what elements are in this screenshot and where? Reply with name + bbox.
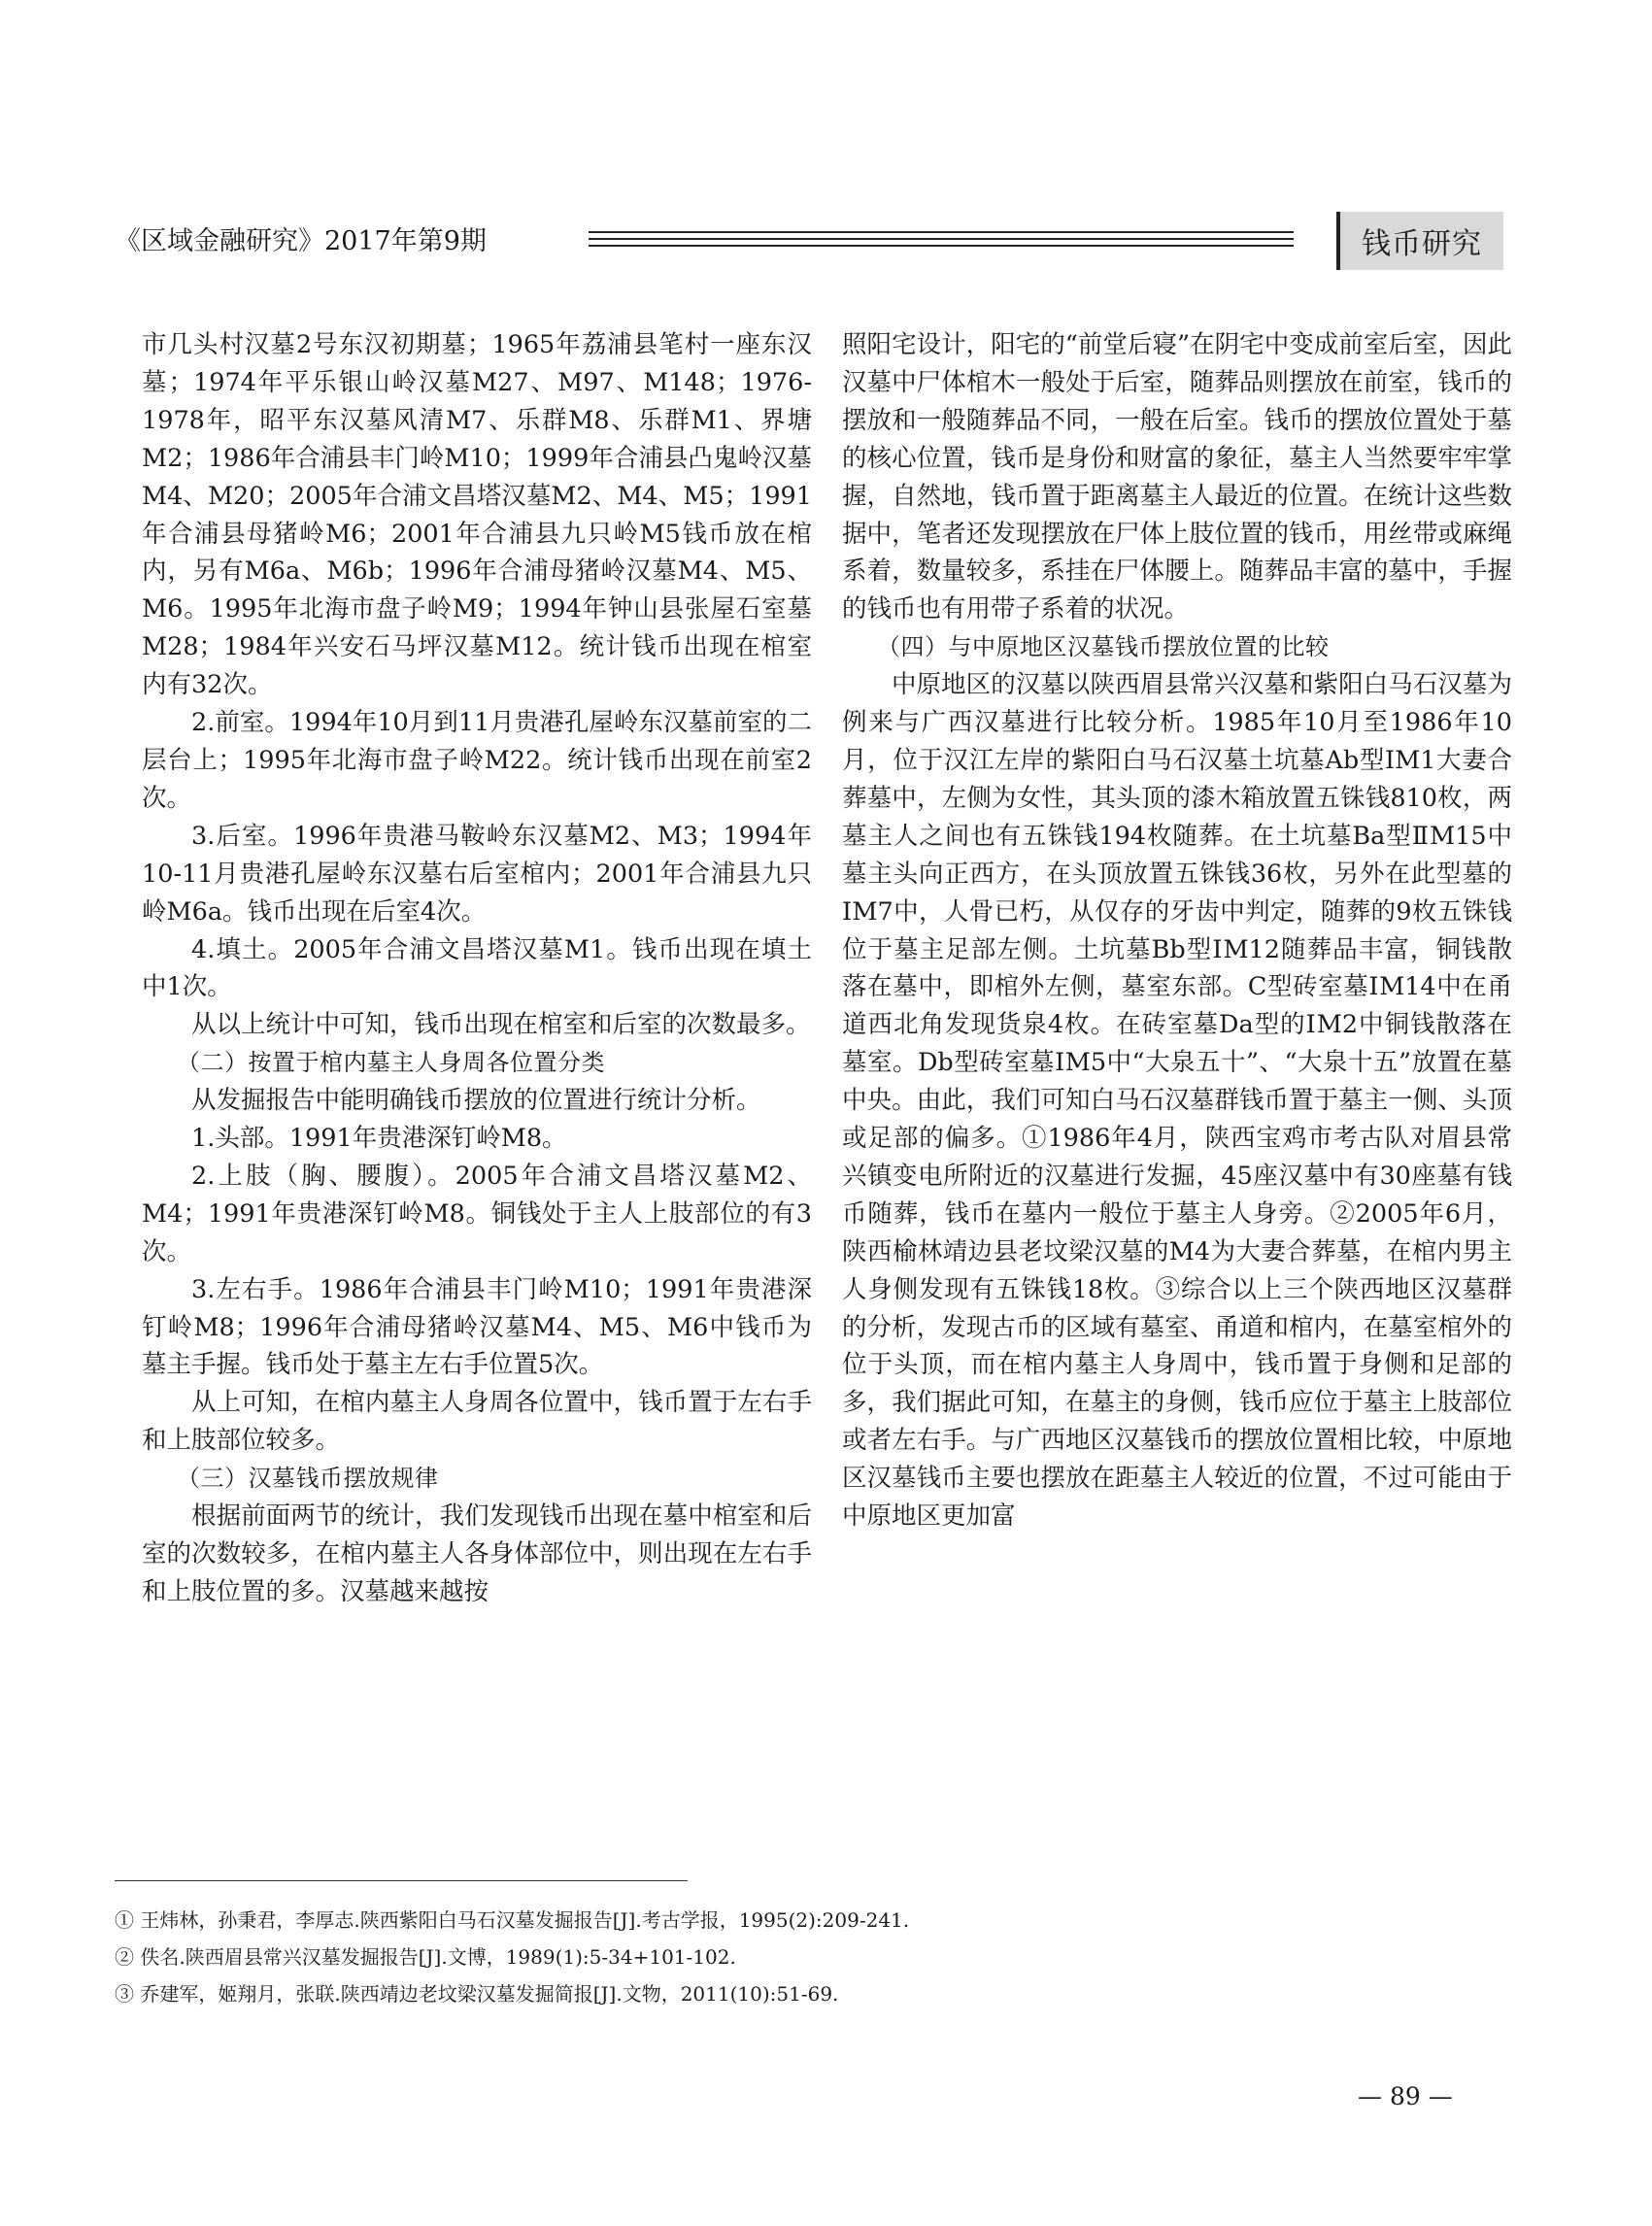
paragraph: 从发掘报告中能明确钱币摆放的位置进行统计分析。 — [191, 1086, 761, 1116]
journal-title: 《区域金融研究》2017年第9期 — [115, 226, 487, 256]
paragraph: 2.上肢（胸、腰腹）。2005年合浦文昌塔汉墓M2、M4；1991年贵港深钉岭M8。铜钱处于主人上肢部位的有3次。 — [142, 1161, 812, 1266]
footnote-divider — [115, 1880, 688, 1881]
section-subheading: （三）汉墓钱币摆放规律 — [177, 1465, 439, 1493]
paragraph: 从上可知，在棺内墓主人身周各位置中，钱币置于左右手和上肢部位较多。 — [142, 1388, 812, 1456]
paragraph: 根据前面两节的统计，我们发现钱币出现在墓中棺室和后室的次数较多，在棺内墓主人各身体部位中，则出现在左右手和上肢位置的多。汉墓越来越按 — [142, 1501, 812, 1606]
header-rule — [589, 245, 1294, 247]
paragraph: 照阳宅设计，阳宅的“前堂后寝”在阴宅中变成前室后室，因此汉墓中尸体棺木一般处于后室，随葬品则摆放在前室，钱币的摆放和一般随葬品不同，一般在后室。钱币的摆放位置处于墓的核心位置，钱币是身份和财富的象征，墓主人当然要牢牢掌握，自然地，钱币置于距离墓主人最近的位置。在统计这些数据中，笔者还发现摆放在尸体上肢位置的钱币，用丝带或麻绳系着，数量较多，系挂在尸体腰上。随葬品丰富的墓中，手握的钱币也有用带子系着的状况。 — [842, 330, 1512, 624]
footnote: ③ 乔建军，姬翔月，张联.陕西靖边老坟梁汉墓发掘简报[J].文物，2011(10):51-69. — [115, 1982, 839, 2006]
paragraph: 中原地区的汉墓以陕西眉县常兴汉墓和紫阳白马石汉墓为例来与广西汉墓进行比较分析。1985年10月至1986年10月，位于汉江左岸的紫阳白马石汉墓土坑墓Ab型IM1大妻合葬墓中，左侧为女性，其头顶的漆木箱放置五铢钱810枚，两墓主人之间也有五铢钱194枚随葬。在土坑墓Ba型ⅡM15中墓主头向正西方，在头顶放置五铢钱36枚，另外在此型墓的ⅠM7中，人骨已朽，从仅存的牙齿中判定，随葬的9枚五铢钱位于墓主足部左侧。土坑墓Bb型ⅠM12随葬品丰富，铜钱散落在墓中，即棺外左侧，墓室东部。C型砖室墓ⅠM14中在甬道西北角发现货泉4枚。在砖室墓Da型的ⅠM2中铜钱散落在墓室。Db型砖室墓ⅠM5中“大泉五十”、“大泉十五”放置在墓中央。由此，我们可知白马石汉墓群钱币置于墓主一侧、头顶或足部的偏多。①1986年4月，陕西宝鸡市考古队对眉县常兴镇变电所附近的汉墓进行发掘，45座汉墓中有30座墓有钱币随葬，钱币在墓内一般位于墓主人身旁。②2005年6月，陕西榆林靖边县老坟梁汉墓的M4为大妻合葬墓，在棺内男主人身侧发现有五铢钱18枚。③综合以上三个陕西地区汉墓群的分析，发现古币的区域有墓室、甬道和棺内，在墓室棺外的位于头顶，而在棺内墓主人身周中，钱币置于身侧和足部的多，我们据此可知，在墓主的身侧，钱币应位于墓主上肢部位或者左右手。与广西地区汉墓钱币的摆放位置相比较，中原地区汉墓钱币主要也摆放在距墓主人较近的位置，不过可能由于中原地区更加富 — [842, 670, 1512, 1532]
page-number: — 89 — — [1358, 2082, 1453, 2110]
paragraph: 2.前室。1994年10月到11月贵港孔屋岭东汉墓前室的二层台上；1995年北海市盘子岭M22。统计钱币出现在前室2次。 — [142, 708, 812, 813]
header-rule — [589, 238, 1294, 240]
paragraph: 1.头部。1991年贵港深钉岭M8。 — [191, 1124, 567, 1154]
left-column — [142, 326, 812, 1611]
section-subheading: （二）按置于棺内墓主人身周各位置分类 — [177, 1049, 605, 1077]
running-header — [115, 212, 1501, 272]
right-column — [842, 326, 1512, 1535]
paragraph: 3.左右手。1986年合浦县丰门岭M10；1991年贵港深钉岭M8；1996年合浦母猪岭汉墓M4、M5、M6中钱币为墓主手握。钱币处于墓主左右手位置5次。 — [142, 1274, 812, 1380]
header-rule — [589, 231, 1294, 233]
footnote: ② 佚名.陕西眉县常兴汉墓发掘报告[J].文博，1989(1):5-34+101-102. — [115, 1945, 736, 1969]
paragraph: 市几头村汉墓2号东汉初期墓；1965年荔浦县笔村一座东汉墓；1974年平乐银山岭汉墓M27、M97、M148；1976-1978年，昭平东汉墓风清M7、乐群M8、乐群M1、界塘M2；1986年合浦县丰门岭M10；1999年合浦县凸鬼岭汉墓M4、M20；2005年合浦文昌塔汉墓M2、M4、M5；1991年合浦县母猪岭M6；2001年合浦县九只岭M5钱币放在棺内，另有M6a、M6b；1996年合浦母猪岭汉墓M4、M5、M6。1995年北海市盘子岭M9；1994年钟山县张屋石室墓M28；1984年兴安石马坪汉墓M12。统计钱币出现在棺室内有32次。 — [142, 330, 812, 700]
section-label: 钱币研究 — [1336, 212, 1503, 270]
footnote: ① 王炜林，孙秉君，李厚志.陕西紫阳白马石汉墓发掘报告[J].考古学报，1995(2):209-241. — [115, 1908, 910, 1932]
footnotes — [115, 1902, 1494, 2012]
paragraph: 3.后室。1996年贵港马鞍岭东汉墓M2、M3；1994年10-11月贵港孔屋岭东汉墓右后室棺内；2001年合浦县九只岭M6a。钱币出现在后室4次。 — [142, 821, 812, 927]
paragraph: 从以上统计中可知，钱币出现在棺室和后室的次数最多。 — [191, 1010, 811, 1040]
section-subheading: （四）与中原地区汉墓钱币摆放位置的比较 — [877, 633, 1330, 661]
paragraph: 4.填土。2005年合浦文昌塔汉墓M1。钱币出现在填土中1次。 — [142, 934, 812, 1002]
